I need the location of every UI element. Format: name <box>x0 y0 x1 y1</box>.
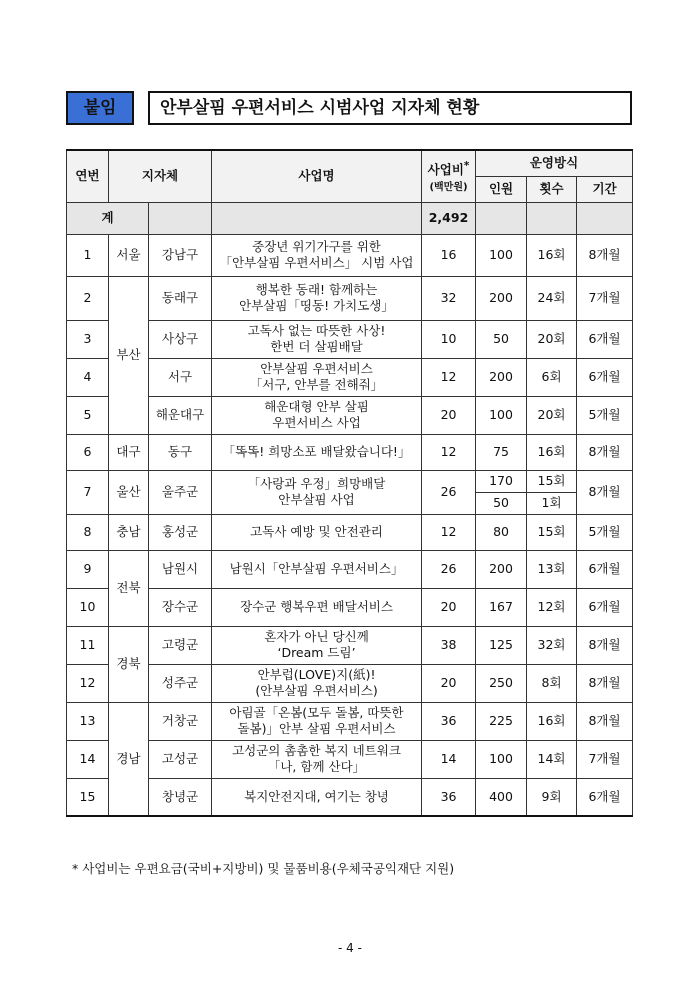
project-name-cell <box>212 470 422 514</box>
period-cell: 7개월 <box>577 740 633 778</box>
project-name-line: 안부살핌「띵동! 가치도생」 <box>239 298 394 313</box>
project-name-line: (안부살핌 우편서비스) <box>255 683 378 698</box>
table-row <box>67 778 633 816</box>
cost-cell: 26 <box>422 470 476 514</box>
project-name-cell <box>212 740 422 778</box>
total-empty <box>212 202 422 234</box>
table-row <box>67 740 633 778</box>
header-cost-unit: (백만원) <box>429 182 468 194</box>
people-cell: 200 <box>476 276 527 320</box>
project-name-line: 남원시「안부살핌 우편서비스」 <box>229 561 404 576</box>
project-name-cell <box>212 626 422 664</box>
page-number: - 4 - <box>338 941 362 955</box>
project-name-line: 아림골「온봄(모두 돌봄, 따뜻한 <box>229 705 404 720</box>
people-cell: 50 <box>476 492 527 514</box>
count-cell: 24회 <box>527 276 577 320</box>
period-cell: 6개월 <box>577 320 633 358</box>
project-name-line: 행복한 동래! 함께하는 <box>255 282 378 297</box>
cost-cell: 20 <box>422 588 476 626</box>
count-cell: 14회 <box>527 740 577 778</box>
project-name-cell <box>212 664 422 702</box>
total-empty <box>149 202 212 234</box>
province-cell: 전북 <box>109 550 149 626</box>
project-name-line: 고성군의 촘촘한 복지 네트워크 <box>232 743 401 758</box>
period-cell: 5개월 <box>577 514 633 550</box>
count-cell: 20회 <box>527 320 577 358</box>
table-row <box>67 276 633 320</box>
province-cell: 경북 <box>109 626 149 702</box>
project-name-cell <box>212 358 422 396</box>
table-row <box>67 358 633 396</box>
row-number: 12 <box>67 664 109 702</box>
cost-cell: 12 <box>422 358 476 396</box>
project-name-line: 장수군 행복우편 배달서비스 <box>240 599 393 614</box>
project-name-cell <box>212 234 422 276</box>
project-name-cell <box>212 320 422 358</box>
province-cell: 울산 <box>109 470 149 514</box>
row-number: 7 <box>67 470 109 514</box>
row-number: 6 <box>67 434 109 470</box>
row-number: 10 <box>67 588 109 626</box>
district-cell: 해운대구 <box>149 396 212 434</box>
project-name-line: 「사랑과 우정」희망배달 <box>247 476 386 491</box>
cost-cell: 38 <box>422 626 476 664</box>
count-cell: 6회 <box>527 358 577 396</box>
province-cell: 충남 <box>109 514 149 550</box>
table-row <box>67 434 633 470</box>
district-cell: 사상구 <box>149 320 212 358</box>
project-name-cell <box>212 550 422 588</box>
project-name-cell <box>212 396 422 434</box>
project-name-line: 혼자가 아닌 당신께 <box>264 629 369 644</box>
project-name-line: 고독사 예방 및 안전관리 <box>250 524 383 539</box>
count-cell: 9회 <box>527 778 577 816</box>
province-cell: 서울 <box>109 234 149 276</box>
project-name-line: 「안부살핌 우편서비스」 시범 사업 <box>219 255 414 270</box>
project-name-line: 「나, 함께 산다」 <box>267 759 366 774</box>
total-empty <box>476 202 527 234</box>
header-cost <box>422 150 476 202</box>
total-row <box>67 202 633 234</box>
row-number: 3 <box>67 320 109 358</box>
header-project: 사업명 <box>212 150 422 202</box>
period-cell: 8개월 <box>577 234 633 276</box>
table-row <box>67 320 633 358</box>
district-cell: 창녕군 <box>149 778 212 816</box>
count-cell: 20회 <box>527 396 577 434</box>
period-cell: 8개월 <box>577 434 633 470</box>
period-cell: 8개월 <box>577 470 633 514</box>
project-name-line: 「똑똑! 희망소포 배달왔습니다!」 <box>222 444 411 459</box>
project-name-cell <box>212 702 422 740</box>
header-cost-label: 사업비 <box>427 162 464 178</box>
footnote: * 사업비는 우편요금(국비+지방비) 및 물품비용(우체국공익재단 지원) <box>72 861 455 876</box>
people-cell: 125 <box>476 626 527 664</box>
people-cell: 167 <box>476 588 527 626</box>
people-cell: 400 <box>476 778 527 816</box>
project-name-line: ‘Dream 드림’ <box>277 645 356 660</box>
province-cell: 부산 <box>109 276 149 434</box>
row-number: 2 <box>67 276 109 320</box>
district-cell: 남원시 <box>149 550 212 588</box>
period-cell: 6개월 <box>577 358 633 396</box>
district-cell: 동구 <box>149 434 212 470</box>
people-cell: 250 <box>476 664 527 702</box>
header-cost-mark: * <box>463 160 470 173</box>
cost-cell: 26 <box>422 550 476 588</box>
project-name-cell <box>212 514 422 550</box>
project-name-cell <box>212 434 422 470</box>
people-cell: 80 <box>476 514 527 550</box>
project-name-line: 우편서비스 사업 <box>272 415 361 430</box>
period-cell: 8개월 <box>577 702 633 740</box>
row-number: 14 <box>67 740 109 778</box>
count-cell: 8회 <box>527 664 577 702</box>
period-cell: 5개월 <box>577 396 633 434</box>
table-row <box>67 664 633 702</box>
district-cell: 강남구 <box>149 234 212 276</box>
total-label: 계 <box>67 202 149 234</box>
project-name-line: 한번 더 살핌배달 <box>270 339 363 354</box>
district-cell: 고성군 <box>149 740 212 778</box>
header-count: 횟수 <box>527 176 577 202</box>
province-cell: 경남 <box>109 702 149 816</box>
table-row <box>67 396 633 434</box>
count-cell: 16회 <box>527 702 577 740</box>
row-number: 1 <box>67 234 109 276</box>
table-row <box>67 550 633 588</box>
district-cell: 고령군 <box>149 626 212 664</box>
header-operation: 운영방식 <box>476 150 633 176</box>
status-table <box>66 149 633 817</box>
people-cell: 100 <box>476 234 527 276</box>
period-cell: 6개월 <box>577 588 633 626</box>
row-number: 4 <box>67 358 109 396</box>
period-cell: 7개월 <box>577 276 633 320</box>
total-cost: 2,492 <box>422 202 476 234</box>
table-row <box>67 588 633 626</box>
cost-cell: 12 <box>422 434 476 470</box>
people-cell: 100 <box>476 740 527 778</box>
row-number: 9 <box>67 550 109 588</box>
cost-cell: 36 <box>422 778 476 816</box>
people-cell: 200 <box>476 550 527 588</box>
count-cell: 16회 <box>527 434 577 470</box>
count-cell: 16회 <box>527 234 577 276</box>
district-cell: 장수군 <box>149 588 212 626</box>
header-region: 지자체 <box>109 150 212 202</box>
project-name-line: 중장년 위기가구를 위한 <box>252 239 381 254</box>
project-name-line: 고독사 없는 따뜻한 사상! <box>247 323 386 338</box>
row-number: 15 <box>67 778 109 816</box>
count-cell: 13회 <box>527 550 577 588</box>
table-row <box>67 470 633 492</box>
count-cell: 15회 <box>527 514 577 550</box>
province-cell: 대구 <box>109 434 149 470</box>
district-cell: 홍성군 <box>149 514 212 550</box>
project-name-cell <box>212 778 422 816</box>
district-cell: 울주군 <box>149 470 212 514</box>
cost-cell: 10 <box>422 320 476 358</box>
period-cell: 6개월 <box>577 778 633 816</box>
project-name-line: 안부살핌 사업 <box>278 492 355 507</box>
project-name-line: 안부럽(LOVE)지(紙)! <box>257 667 376 682</box>
table-row <box>67 234 633 276</box>
district-cell: 성주군 <box>149 664 212 702</box>
cost-cell: 36 <box>422 702 476 740</box>
title-row <box>66 91 632 129</box>
period-cell: 6개월 <box>577 550 633 588</box>
total-empty <box>577 202 633 234</box>
table-row <box>67 702 633 740</box>
project-name-line: 「서구, 안부를 전해줘」 <box>249 377 384 392</box>
people-cell: 100 <box>476 396 527 434</box>
header-period: 기간 <box>577 176 633 202</box>
header-no: 연번 <box>67 150 109 202</box>
count-cell: 12회 <box>527 588 577 626</box>
people-cell: 75 <box>476 434 527 470</box>
people-cell: 170 <box>476 470 527 492</box>
row-number: 8 <box>67 514 109 550</box>
cost-cell: 12 <box>422 514 476 550</box>
project-name-line: 안부살핌 우편서비스 <box>260 361 373 376</box>
page-title: 안부살핌 우편서비스 시범사업 지자체 현황 <box>148 91 632 125</box>
table-row <box>67 626 633 664</box>
project-name-cell <box>212 588 422 626</box>
period-cell: 8개월 <box>577 626 633 664</box>
project-name-line: 복지안전지대, 여기는 창녕 <box>244 788 389 804</box>
row-number: 11 <box>67 626 109 664</box>
project-name-cell <box>212 276 422 320</box>
people-cell: 200 <box>476 358 527 396</box>
table-row <box>67 514 633 550</box>
cost-cell: 32 <box>422 276 476 320</box>
project-name-line: 돌봄)」안부 살핌 우편서비스 <box>237 721 396 736</box>
people-cell: 50 <box>476 320 527 358</box>
total-empty <box>527 202 577 234</box>
district-cell: 동래구 <box>149 276 212 320</box>
count-cell: 32회 <box>527 626 577 664</box>
row-number: 13 <box>67 702 109 740</box>
header-people: 인원 <box>476 176 527 202</box>
people-cell: 225 <box>476 702 527 740</box>
district-cell: 거창군 <box>149 702 212 740</box>
row-number: 5 <box>67 396 109 434</box>
cost-cell: 20 <box>422 664 476 702</box>
project-name-line: 해운대형 안부 살핌 <box>264 399 369 414</box>
cost-cell: 14 <box>422 740 476 778</box>
count-cell: 1회 <box>527 492 577 514</box>
count-cell: 15회 <box>527 470 577 492</box>
cost-cell: 20 <box>422 396 476 434</box>
attachment-tag: 붙임 <box>66 91 134 125</box>
district-cell: 서구 <box>149 358 212 396</box>
cost-cell: 16 <box>422 234 476 276</box>
period-cell: 8개월 <box>577 664 633 702</box>
